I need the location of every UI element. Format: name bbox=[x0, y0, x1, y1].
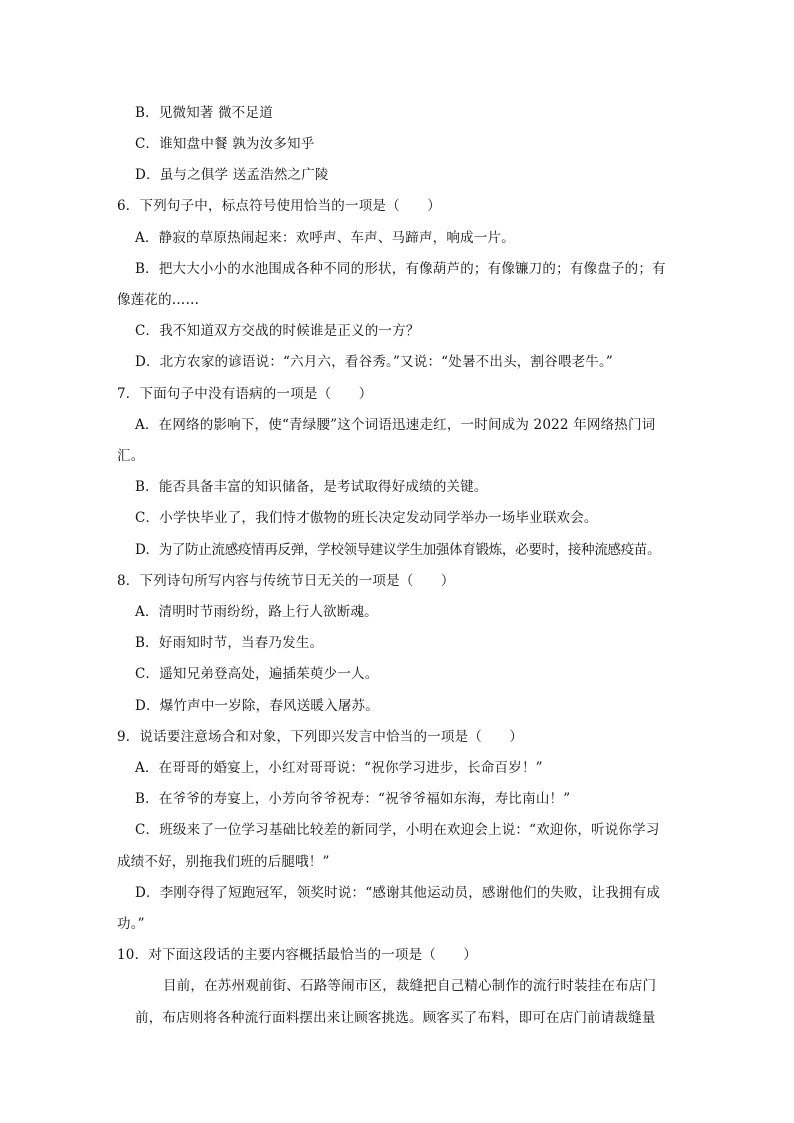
q10-passage-line-1: 目前，在苏州观前街、石路等闹市区，裁缝把自己精心制作的流行时装挂在布店门 bbox=[163, 978, 657, 994]
q10-stem: 10．对下面这段话的主要内容概括最恰当的一项是（ ） bbox=[117, 947, 478, 963]
q7-option-b: B．能否具备丰富的知识储备，是考试取得好成绩的关键。 bbox=[135, 479, 488, 495]
q8-option-c: C．遥知兄弟登高处，遍插茱萸少一人。 bbox=[135, 666, 379, 682]
q8-option-b: B．好雨知时节，当春乃发生。 bbox=[135, 635, 324, 651]
q9-option-d-continued: 功。” bbox=[117, 916, 145, 932]
q6-option-c: C．我不知道双方交战的时候谁是正义的一方？ bbox=[135, 323, 420, 339]
q8-option-a: A．清明时节雨纷纷，路上行人欲断魂。 bbox=[135, 604, 378, 620]
q7-option-c: C．小学快毕业了，我们恃才傲物的班长决定发动同学举办一场毕业联欢会。 bbox=[135, 510, 598, 526]
q10-passage-line-2: 前，布店则将各种流行面料摆出来让顾客挑选。顾客买了布料，即可在店门前请裁缝量 bbox=[135, 1010, 656, 1026]
q5-option-d: D．虽与之俱学 送孟浩然之广陵 bbox=[135, 167, 329, 183]
q7-option-d: D．为了防止流感疫情再反弹，学校领导建议学生加强体育锻炼，必要时，接种流感疫苗。 bbox=[135, 542, 661, 558]
q7-option-a: A．在网络的影响下，使“青绿腰”这个词语迅速走红，一时间成为 2022 年网络热门词 bbox=[135, 417, 656, 433]
q9-option-d: D．李刚夺得了短跑冠军，领奖时说：“感谢其他运动员，感谢他们的失败，让我拥有成 bbox=[135, 885, 661, 901]
q5-option-c: C．谁知盘中餐 孰为汝多知乎 bbox=[135, 136, 315, 152]
q7-option-a-continued: 汇。 bbox=[117, 448, 145, 464]
q8-stem: 8．下列诗句所写内容与传统节日无关的一项是（ ） bbox=[117, 573, 455, 589]
q6-option-d: D．北方农家的谚语说：“六月六，看谷秀。”又说：“处暑不出头，割谷喂老牛。” bbox=[135, 354, 614, 370]
q9-stem: 9．说话要注意场合和对象，下列即兴发言中恰当的一项是（ ） bbox=[117, 729, 524, 745]
q5-option-b: B．见微知著 微不足道 bbox=[135, 105, 273, 121]
q7-stem: 7．下面句子中没有语病的一项是（ ） bbox=[117, 386, 373, 402]
q6-option-b: B．把大大小小的水池围成各种不同的形状，有像葫芦的；有像镰刀的；有像盘子的；有 bbox=[135, 261, 666, 277]
q9-option-c: C．班级来了一位学习基础比较差的新同学，小明在欢迎会上说：“欢迎你，听说你学习 bbox=[135, 822, 660, 838]
q6-option-a: A．静寂的草原热闹起来：欢呼声、车声、马蹄声，响成一片。 bbox=[135, 230, 515, 246]
q9-option-b: B．在爷爷的寿宴上，小芳向爷爷祝寿：“祝爷爷福如东海，寿比南山！” bbox=[135, 791, 571, 807]
q8-option-d: D．爆竹声中一岁除，春风送暖入屠苏。 bbox=[135, 698, 379, 714]
q9-option-a: A．在哥哥的婚宴上，小红对哥哥说：“祝你学习进步，长命百岁！” bbox=[135, 760, 543, 776]
q6-option-b-continued: 像莲花的…… bbox=[117, 292, 200, 308]
q9-option-c-continued: 成绩不好，别拖我们班的后腿哦！” bbox=[117, 854, 330, 870]
q6-stem: 6．下列句子中，标点符号使用恰当的一项是（ ） bbox=[117, 198, 441, 214]
